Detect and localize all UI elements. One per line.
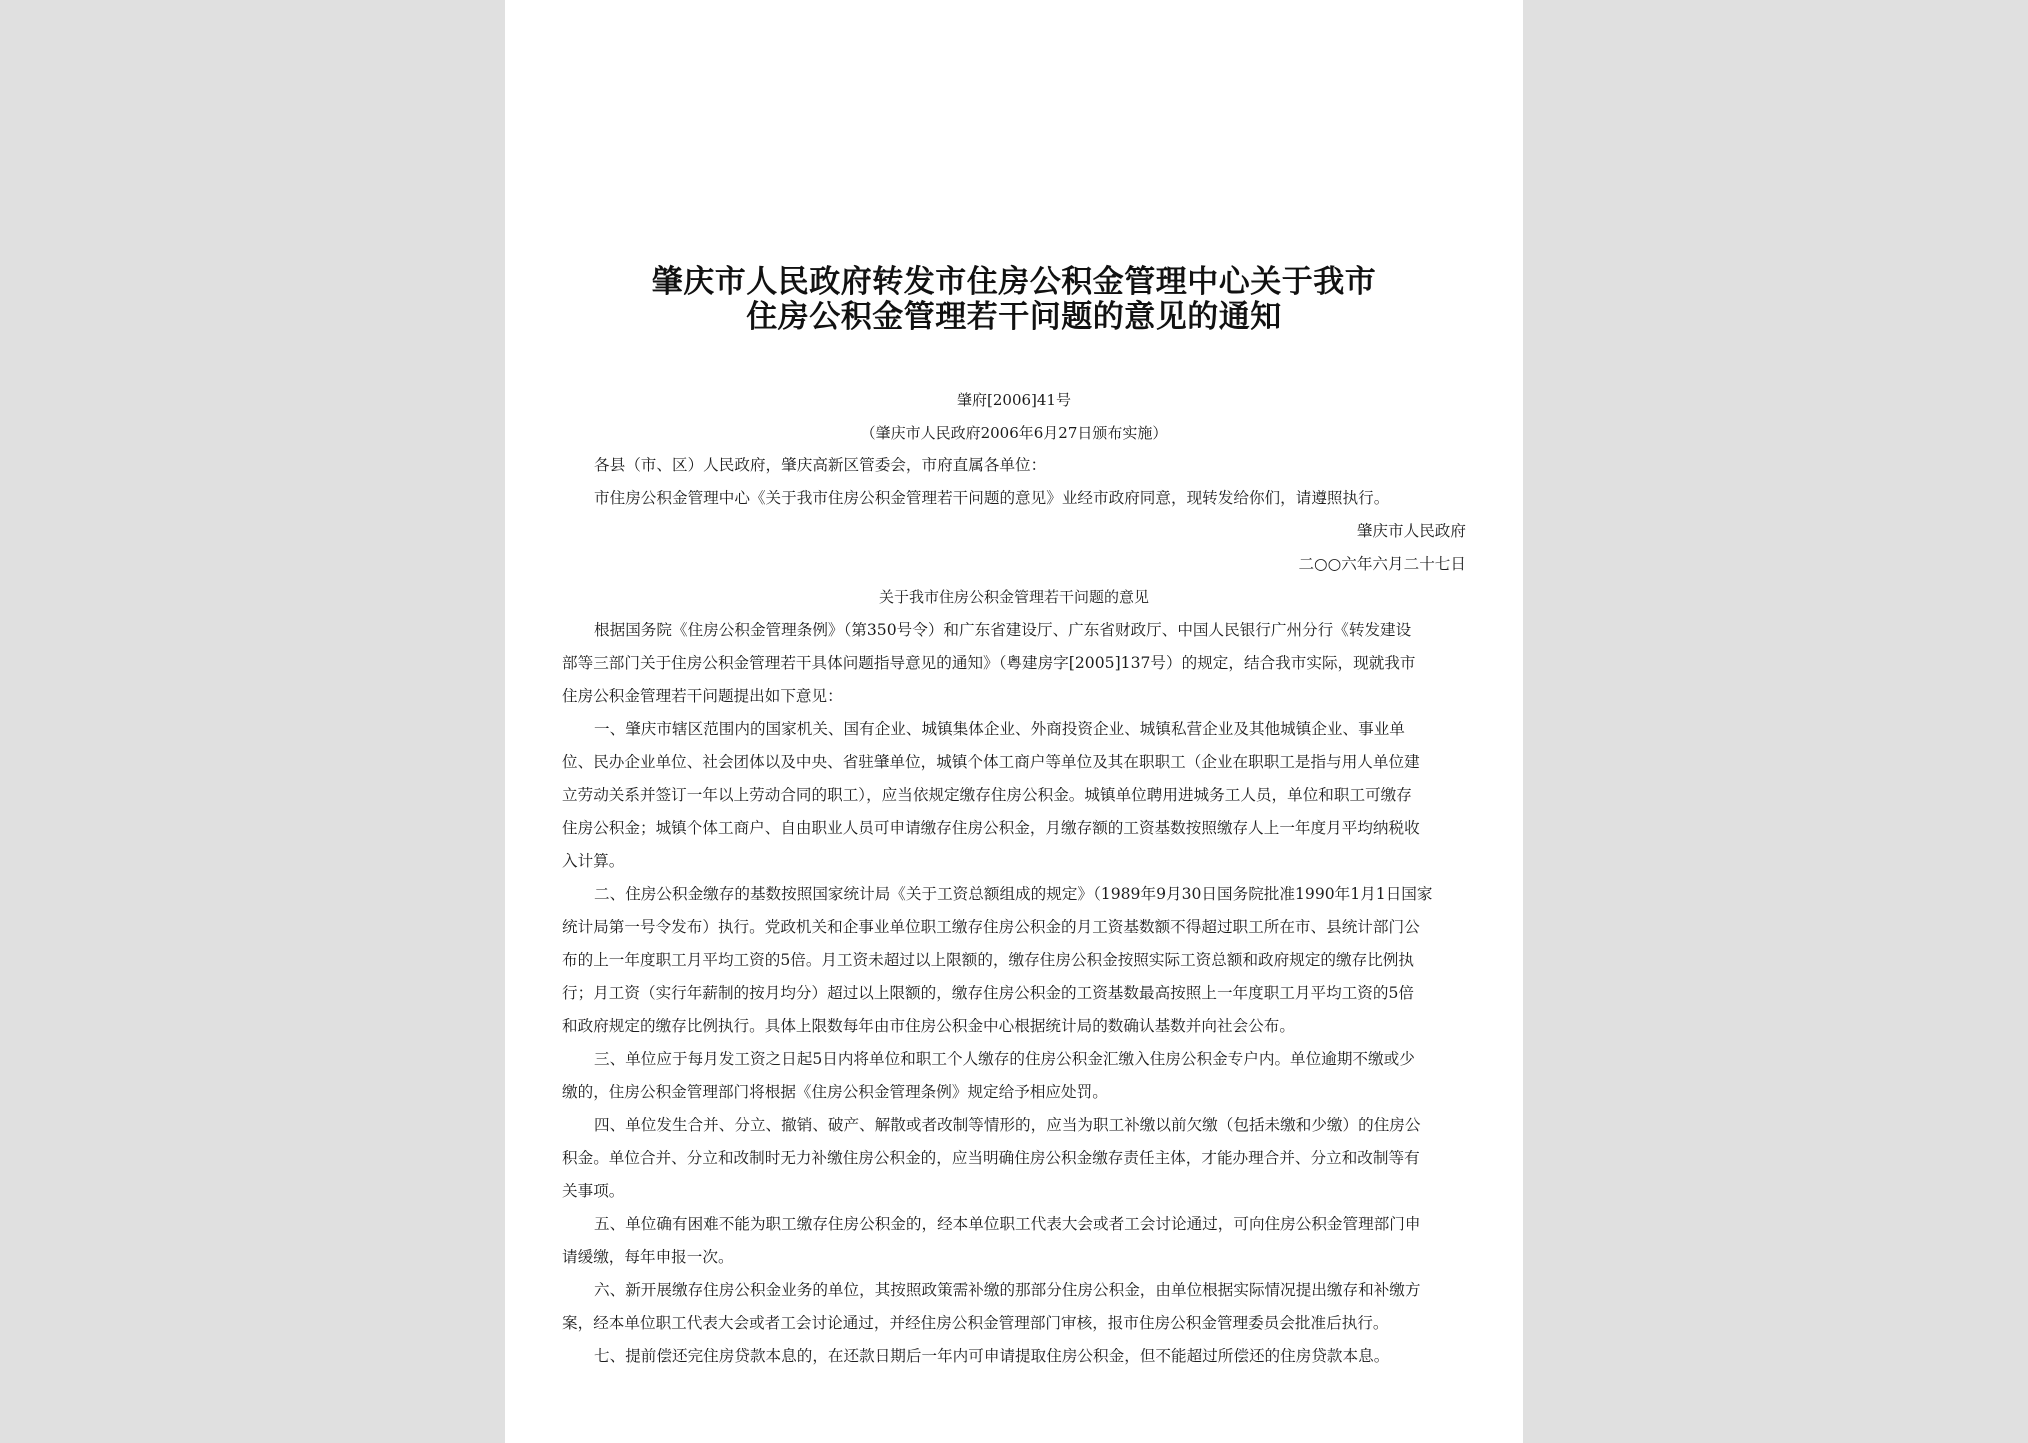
body-line: 住房公积金；城镇个体工商户、自由职业人员可申请缴存住房公积金，月缴存额的工资基数按照缴存人上一年度月平均纳税收 xyxy=(562,819,1420,837)
body-line: 布的上一年度职工月平均工资的5倍。月工资未超过以上限额的，缴存住房公积金按照实际工资总额和政府规定的缴存比例执 xyxy=(562,951,1414,969)
body-line: 入计算。 xyxy=(562,852,625,870)
body-line: 案，经本单位职工代表大会或者工会讨论通过，并经住房公积金管理部门审核，报市住房公积金管理委员会批准后执行。 xyxy=(562,1314,1389,1332)
opinion-subtitle: 关于我市住房公积金管理若干问题的意见 xyxy=(878,588,1149,606)
issue-note: （肇庆市人民政府2006年6月27日颁布实施） xyxy=(860,424,1168,442)
body-line: 一、肇庆市辖区范围内的国家机关、国有企业、城镇集体企业、外商投资企业、城镇私营企业及其他城镇企业、事业单 xyxy=(594,720,1405,738)
body-line: 五、单位确有困难不能为职工缴存住房公积金的，经本单位职工代表大会或者工会讨论通过，可向住房公积金管理部门申 xyxy=(594,1215,1421,1233)
body-line: 部等三部门关于住房公积金管理若干具体问题指导意见的通知》（粤建房字[2005]137号）的规定，结合我市实际，现就我市 xyxy=(562,654,1416,672)
body-line: 和政府规定的缴存比例执行。具体上限数每年由市住房公积金中心根据统计局的数确认基数并向社会公布。 xyxy=(562,1017,1295,1035)
body-line: 统计局第一号令发布）执行。党政机关和企事业单位职工缴存住房公积金的月工资基数额不得超过职工所在市、县统计部门公 xyxy=(562,918,1420,936)
body-line: 住房公积金管理若干问题提出如下意见： xyxy=(562,687,843,705)
body-line: 根据国务院《住房公积金管理条例》（第350号令）和广东省建设厅、广东省财政厅、中国人民银行广州分行《转发建设 xyxy=(594,621,1412,639)
body-line: 缴的，住房公积金管理部门将根据《住房公积金管理条例》规定给予相应处罚。 xyxy=(562,1083,1108,1101)
issuer-signature: 肇庆市人民政府 xyxy=(1356,522,1466,540)
addressee: 各县（市、区）人民政府，肇庆高新区管委会，市府直属各单位： xyxy=(594,456,1047,474)
body-line: 行；月工资（实行年薪制的按月均分）超过以上限额的，缴存住房公积金的工资基数最高按照上一年度职工月平均工资的5倍 xyxy=(562,984,1414,1002)
body-line: 六、新开展缴存住房公积金业务的单位，其按照政策需补缴的那部分住房公积金，由单位根据实际情况提出缴存和补缴方 xyxy=(594,1281,1421,1299)
body-line: 积金。单位合并、分立和改制时无力补缴住房公积金的，应当明确住房公积金缴存责任主体，才能办理合并、分立和改制等有 xyxy=(562,1149,1420,1167)
document-title-line-1: 肇庆市人民政府转发市住房公积金管理中心关于我市 xyxy=(651,264,1377,300)
body-line: 请缓缴，每年申报一次。 xyxy=(562,1248,734,1266)
issue-date: 二○○六年六月二十七日 xyxy=(1298,555,1466,573)
document-number: 肇府[2006]41号 xyxy=(957,391,1071,409)
body-intro: 市住房公积金管理中心《关于我市住房公积金管理若干问题的意见》业经市政府同意，现转发给你们，请遵照执行。 xyxy=(594,489,1390,507)
body-line: 位、民办企业单位、社会团体以及中央、省驻肇单位，城镇个体工商户等单位及其在职职工（企业在职职工是指与用人单位建 xyxy=(562,753,1420,771)
document-page xyxy=(505,0,1523,1443)
body-line: 二、住房公积金缴存的基数按照国家统计局《关于工资总额组成的规定》（1989年9月30日国务院批准1990年1月1日国家 xyxy=(594,885,1433,903)
body-line: 三、单位应于每月发工资之日起5日内将单位和职工个人缴存的住房公积金汇缴入住房公积金专户内。单位逾期不缴或少 xyxy=(594,1050,1415,1068)
body-line: 七、提前偿还完住房贷款本息的，在还款日期后一年内可申请提取住房公积金，但不能超过所偿还的住房贷款本息。 xyxy=(594,1347,1390,1365)
body-line: 四、单位发生合并、分立、撤销、破产、解散或者改制等情形的，应当为职工补缴以前欠缴（包括未缴和少缴）的住房公 xyxy=(594,1116,1421,1134)
body-line: 关事项。 xyxy=(562,1182,625,1200)
body-line: 立劳动关系并签订一年以上劳动合同的职工），应当依规定缴存住房公积金。城镇单位聘用进城务工人员，单位和职工可缴存 xyxy=(562,786,1412,804)
document-title-line-2: 住房公积金管理若干问题的意见的通知 xyxy=(746,299,1282,335)
